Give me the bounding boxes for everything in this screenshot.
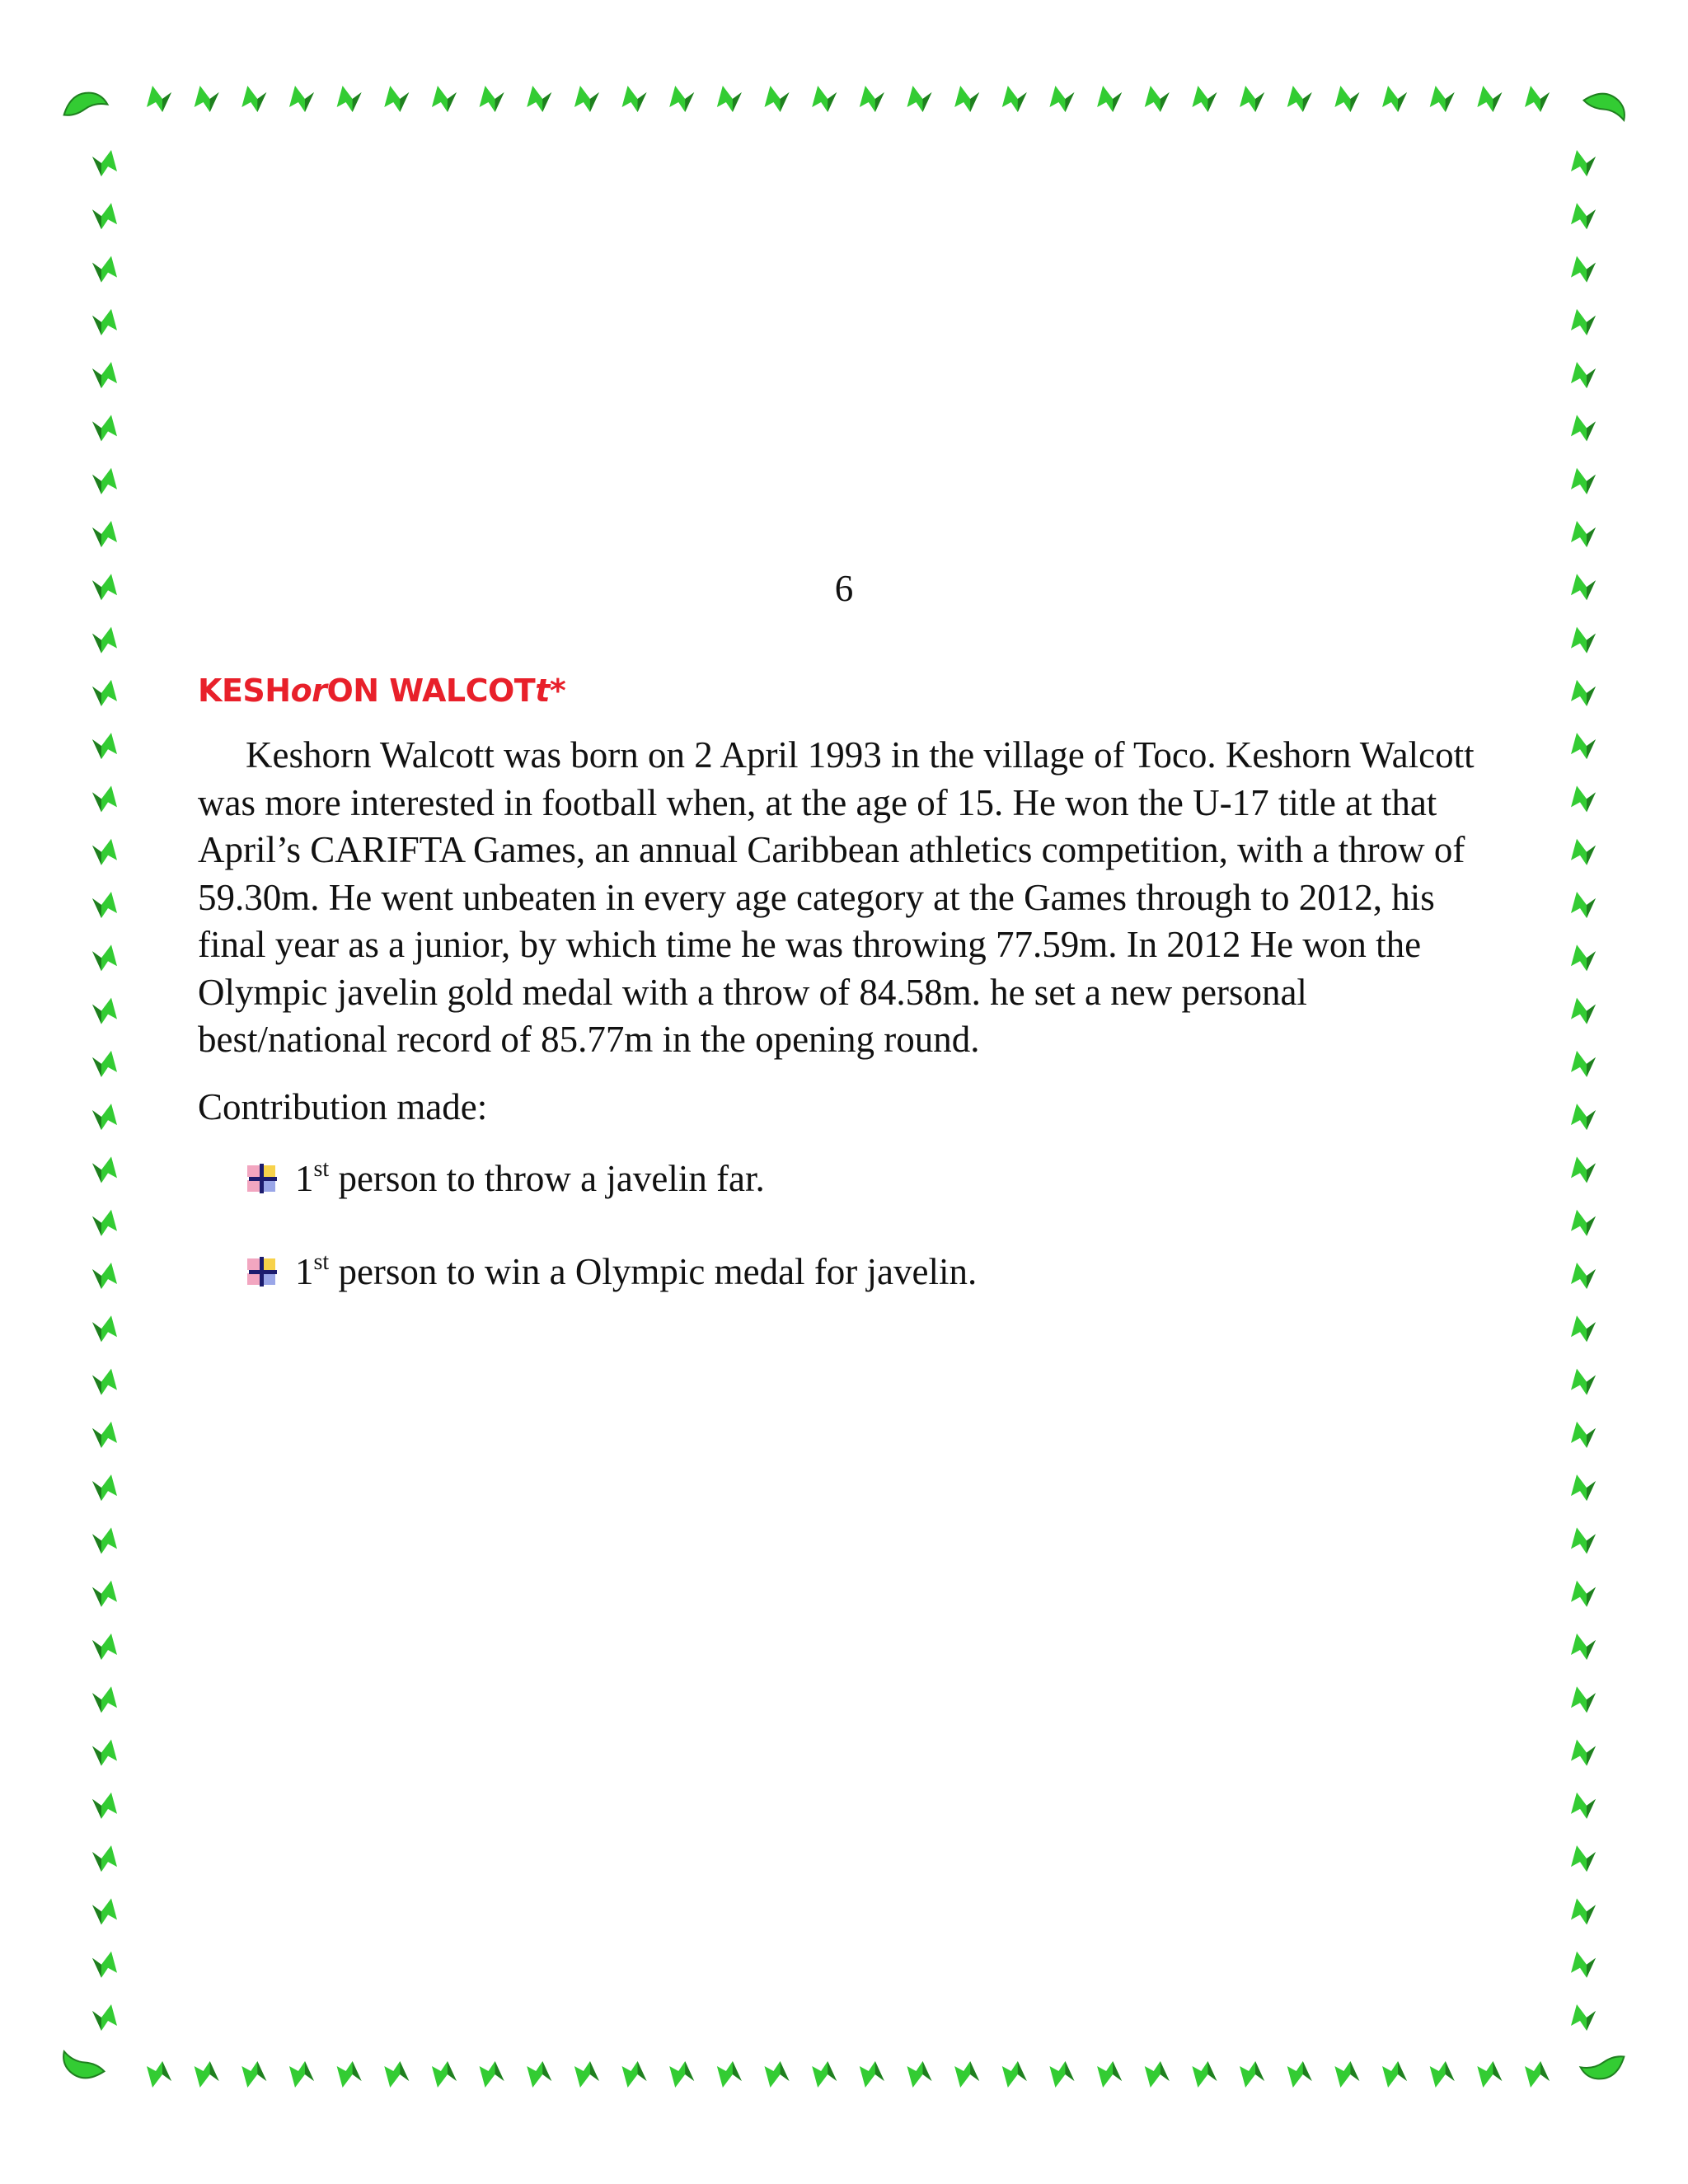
- leaf-icon: [1571, 944, 1596, 971]
- corner-swirl-icon: [1582, 87, 1630, 120]
- leaf-icon: [1571, 627, 1596, 654]
- leaf-icon: [1571, 1369, 1596, 1395]
- leaf-icon: [92, 1793, 117, 1819]
- leaf-icon: [195, 86, 219, 112]
- leaf-icon: [480, 86, 504, 112]
- leaf-icon: [1571, 839, 1596, 865]
- leaf-icon: [574, 2061, 599, 2088]
- leaf-icon: [1477, 2061, 1502, 2088]
- leaf-icon: [92, 256, 117, 283]
- leaf-icon: [812, 2061, 837, 2088]
- leaf-icon: [92, 521, 117, 547]
- leaf-icon: [765, 2061, 790, 2088]
- contribution-text-2: [295, 1249, 977, 1296]
- leaf-icon: [622, 86, 647, 112]
- leaf-icon: [1571, 1051, 1596, 1077]
- leaf-icon: [92, 839, 117, 865]
- leaf-icon: [1571, 1686, 1596, 1713]
- leaf-icon: [92, 733, 117, 759]
- leaf-icon: [92, 1051, 117, 1077]
- leaf-icon: [289, 2061, 314, 2088]
- leaf-icon: [1571, 733, 1596, 759]
- leaf-icon: [92, 1156, 117, 1183]
- leaf-icon: [1049, 86, 1074, 112]
- leaf-icon: [92, 362, 117, 388]
- leaf-icon: [92, 1474, 117, 1501]
- plus-cross-icon: [246, 1255, 279, 1288]
- leaf-icon: [1287, 2061, 1312, 2088]
- leaf-icon: [1525, 86, 1550, 112]
- heading-part-2: or: [290, 673, 327, 709]
- leaf-icon: [1571, 362, 1596, 388]
- leaf-icon: [92, 203, 117, 229]
- leaf-icon: [1571, 1474, 1596, 1501]
- ordinal-number: 1: [295, 1157, 314, 1199]
- heading-part-3: ON WALCOT: [326, 673, 536, 709]
- leaf-icon: [622, 2061, 647, 2088]
- leaf-icon: [527, 86, 551, 112]
- leaf-icon: [1571, 203, 1596, 229]
- leaf-icon: [92, 1210, 117, 1236]
- leaf-icon: [92, 1898, 117, 1924]
- leaf-icon: [860, 86, 884, 112]
- contribution-body: person to win a Olympic medal for javelin.: [329, 1250, 978, 1292]
- leaf-icon: [1192, 2061, 1217, 2088]
- leaf-icon: [1334, 86, 1359, 112]
- leaf-icon: [92, 944, 117, 971]
- leaf-icon: [92, 1686, 117, 1713]
- leaf-icon: [1430, 86, 1455, 112]
- leaf-icon: [669, 86, 694, 112]
- leaf-icon: [1571, 1422, 1596, 1448]
- corner-swirl-icon: [58, 2051, 106, 2084]
- leaf-icon: [1571, 1527, 1596, 1554]
- leaf-icon: [1097, 2061, 1122, 2088]
- leaf-icon: [1571, 1156, 1596, 1183]
- contribution-text-1: [295, 1155, 765, 1202]
- leaf-icon: [1571, 415, 1596, 441]
- leaf-icon: [1571, 150, 1596, 176]
- leaf-icon: [1334, 2061, 1359, 2088]
- leaf-icon: [1571, 1898, 1596, 1924]
- leaf-icon: [1287, 86, 1312, 112]
- leaf-icon: [765, 86, 790, 112]
- leaf-icon: [1382, 2061, 1407, 2088]
- leaf-icon: [384, 86, 409, 112]
- leaf-icon: [92, 309, 117, 335]
- leaf-icon: [1571, 1315, 1596, 1342]
- leaf-icon: [92, 998, 117, 1024]
- leaf-icon: [92, 785, 117, 812]
- leaf-icon: [1571, 1104, 1596, 1130]
- leaf-icon: [574, 86, 599, 112]
- leaf-icon: [717, 2061, 742, 2088]
- leaf-icon: [241, 2061, 266, 2088]
- leaf-icon: [1145, 86, 1170, 112]
- leaf-icon: [92, 1633, 117, 1660]
- leaf-icon: [860, 2061, 884, 2088]
- page-number: 6: [834, 568, 854, 609]
- article: [198, 668, 1484, 1342]
- leaf-icon: [1571, 1845, 1596, 1872]
- leaf-icon: [92, 468, 117, 494]
- leaf-icon: [907, 86, 931, 112]
- leaf-icon: [1525, 2061, 1550, 2088]
- leaf-icon: [1571, 468, 1596, 494]
- leaf-icon: [337, 2061, 362, 2088]
- leaf-icon: [1571, 1740, 1596, 1766]
- leaf-icon: [1571, 680, 1596, 706]
- corner-swirl-icon: [1581, 2052, 1629, 2085]
- leaf-icon: [1002, 86, 1027, 112]
- leaf-icon: [1571, 1263, 1596, 1289]
- leaf-icon: [92, 1845, 117, 1872]
- corner-swirl-icon: [59, 87, 108, 120]
- leaf-icon: [1097, 86, 1122, 112]
- leaf-icon: [289, 86, 314, 112]
- leaf-icon: [954, 2061, 979, 2088]
- list-item: [246, 1249, 1484, 1296]
- leaf-icon: [92, 415, 117, 441]
- leaf-icon: [92, 1263, 117, 1289]
- leaf-icon: [92, 1315, 117, 1342]
- leaf-icon: [527, 2061, 551, 2088]
- leaf-icon: [812, 86, 837, 112]
- leaf-icon: [1571, 785, 1596, 812]
- article-heading: [198, 668, 1484, 714]
- heading-part-4: t*: [535, 673, 566, 709]
- leaf-icon: [432, 86, 457, 112]
- leaf-icon: [954, 86, 979, 112]
- leaf-icon: [1571, 256, 1596, 283]
- leaf-icon: [1477, 86, 1502, 112]
- leaf-icon: [1430, 2061, 1455, 2088]
- leaf-icon: [92, 892, 117, 918]
- leaf-icon: [717, 86, 742, 112]
- leaf-icon: [241, 86, 266, 112]
- leaf-icon: [1571, 2004, 1596, 2031]
- leaf-icon: [1049, 2061, 1074, 2088]
- leaf-icon: [92, 1369, 117, 1395]
- leaf-icon: [1571, 1210, 1596, 1236]
- leaf-icon: [1571, 998, 1596, 1024]
- leaf-icon: [92, 1952, 117, 1978]
- leaf-icon: [1192, 86, 1217, 112]
- leaf-icon: [1571, 1952, 1596, 1978]
- leaf-icon: [1382, 86, 1407, 112]
- biography-paragraph: Keshorn Walcott was born on 2 April 1993 in the village of Toco. Keshorn Walcott was more interested in football when, at the age of 15. He won the U-17 title at that April’s CARIFTA Games, an annual Caribbean athletics competition, with a throw of 59.30m. He went unbeaten in every age category at the Games through to 2012, his final year as a junior, by which time he was throwing 77.59m. In 2012 He won the Olympic javelin gold medal with a throw of 84.58m. he set a new personal best/national record of 85.77m in the opening round.: [198, 734, 1475, 1060]
- contribution-body: person to throw a javelin far.: [329, 1157, 765, 1199]
- leaf-icon: [1571, 1793, 1596, 1819]
- leaf-icon: [92, 150, 117, 176]
- leaf-icon: [92, 1527, 117, 1554]
- contribution-label: Contribution made:: [198, 1085, 488, 1127]
- leaf-icon: [1571, 1581, 1596, 1607]
- list-item: [246, 1155, 1484, 1202]
- leaf-icon: [907, 2061, 931, 2088]
- leaf-icon: [337, 86, 362, 112]
- leaf-icon: [92, 1581, 117, 1607]
- leaf-icon: [480, 2061, 504, 2088]
- plus-cross-icon: [246, 1162, 279, 1195]
- leaf-icon: [92, 627, 117, 654]
- leaf-icon: [1002, 2061, 1027, 2088]
- leaf-icon: [92, 1422, 117, 1448]
- leaf-icon: [1240, 86, 1264, 112]
- contribution-list: [246, 1155, 1484, 1296]
- ordinal-suffix: st: [313, 1155, 330, 1182]
- leaf-icon: [92, 1740, 117, 1766]
- ordinal-number: 1: [295, 1250, 314, 1292]
- leaf-icon: [1145, 2061, 1170, 2088]
- leaf-icon: [92, 2004, 117, 2031]
- leaf-icon: [92, 1104, 117, 1130]
- leaf-icon: [669, 2061, 694, 2088]
- leaf-icon: [1571, 1633, 1596, 1660]
- leaf-icon: [384, 2061, 409, 2088]
- leaf-icon: [1240, 2061, 1264, 2088]
- heading-part-1: KESH: [198, 673, 291, 709]
- leaf-icon: [1571, 521, 1596, 547]
- leaf-icon: [195, 2061, 219, 2088]
- ordinal-suffix: st: [313, 1249, 330, 1275]
- leaf-icon: [1571, 309, 1596, 335]
- leaf-icon: [92, 680, 117, 706]
- leaf-icon: [1571, 892, 1596, 918]
- leaf-icon: [147, 86, 171, 112]
- leaf-icon: [432, 2061, 457, 2088]
- leaf-icon: [147, 2061, 171, 2088]
